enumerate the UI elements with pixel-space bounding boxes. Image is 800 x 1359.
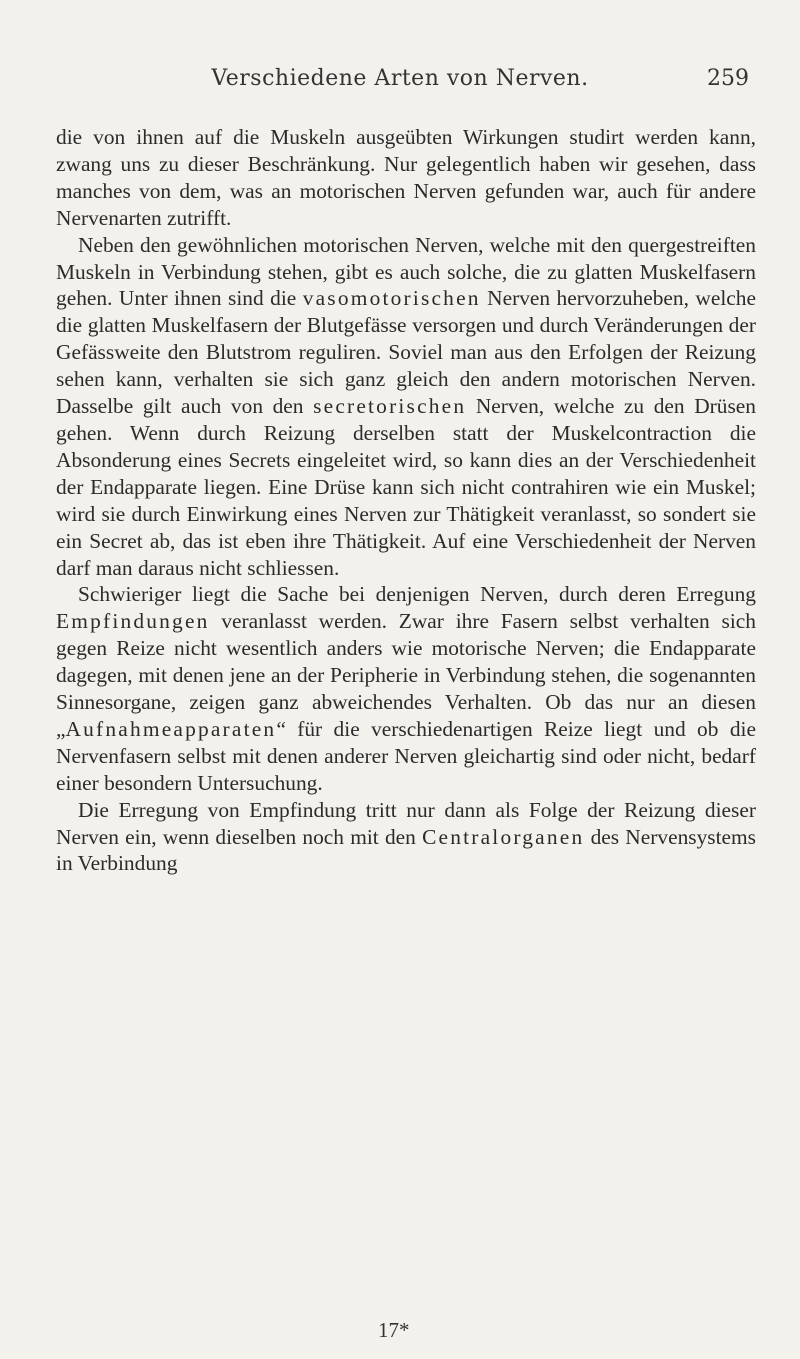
running-title: Verschiedene Arten von Nerven.	[211, 66, 589, 91]
page-number: 259	[707, 66, 749, 91]
text-run: Die Erregung von Empfindung tritt nur dann als Folge der Reizung dieser Nerven ein, wenn dieselben noch mit den	[56, 797, 756, 849]
printer-signature: 17*	[378, 1318, 410, 1342]
text-run: Nerven hervorzuheben, welche die glatten Muskelfasern der Blutgefässe versorgen und durch Veränderungen der Gefässweite den Blutstrom reguliren. Soviel man aus den Erfolgen der Reizung sehen kann, verhalten sie sich ganz gleich den andern motorischen Nerven. Dasselbe gilt auch von den	[56, 286, 756, 419]
emphasized-term: Centralorganen	[422, 824, 585, 849]
paragraph	[56, 797, 756, 878]
text-run: die von ihnen auf die Muskeln ausgeübten Wirkungen studirt werden kann, zwang uns zu dieser Beschränkung. Nur gelegentlich haben wir gesehen, dass manches von dem, was an motorischen Nerven gefunden war, auch für andere Nervenarten zutrifft.	[56, 125, 756, 230]
text-run: veranlasst werden. Zwar ihre Fasern selbst verhalten sich gegen Reize nicht wesentlich anders wie motorische Nerven; die Endapparate dagegen, mit denen jene an der Peripherie in Verbindung stehen, die sogenannten Sinnesorgane, zeigen ganz abweichendes Verhalten. Ob das nur an diesen „	[56, 609, 756, 741]
paragraph	[56, 581, 756, 796]
running-head	[0, 66, 800, 106]
emphasized-term: vasomotorischen	[302, 286, 481, 311]
body-text	[56, 124, 756, 877]
text-run: Neben den gewöhnlichen motorischen Nerven, welche mit den quergestreiften Muskeln in Verbindung stehen, gibt es auch solche, die zu glatten Muskelfasern gehen. Unter ihnen sind die	[56, 232, 756, 311]
text-run: Schwieriger liegt die Sache bei denjenigen Nerven, durch deren Erregung	[78, 582, 756, 607]
text-run: Nerven, welche zu den Drüsen gehen. Wenn durch Reizung derselben statt der Muskelcontraction die Absonderung eines Secrets eingeleitet wird, so kann dies an der Verschiedenheit der Endapparate liegen. Eine Drüse kann sich nicht contrahiren wie ein Muskel; wird sie durch Einwirkung eines Nerven zur Thätigkeit veranlasst, so sondert sie ein Secret ab, das ist eben ihre Thätigkeit. Auf eine Verschiedenheit der Nerven darf man daraus nicht schliessen.	[56, 394, 756, 580]
emphasized-term: secretorischen	[313, 394, 467, 419]
emphasized-term: Empfindungen	[56, 609, 210, 634]
emphasized-term: Aufnahmeapparaten	[65, 716, 277, 741]
text-run: des Nervensystems in Verbindung	[56, 824, 757, 876]
paragraph	[56, 232, 756, 582]
paragraph	[56, 124, 756, 232]
text-run: “ für die verschiedenartigen Reize liegt und ob die Nervenfasern selbst mit denen anderer Nerven gleichartig sind oder nicht, bedarf einer besondern Untersuchung.	[56, 716, 756, 795]
